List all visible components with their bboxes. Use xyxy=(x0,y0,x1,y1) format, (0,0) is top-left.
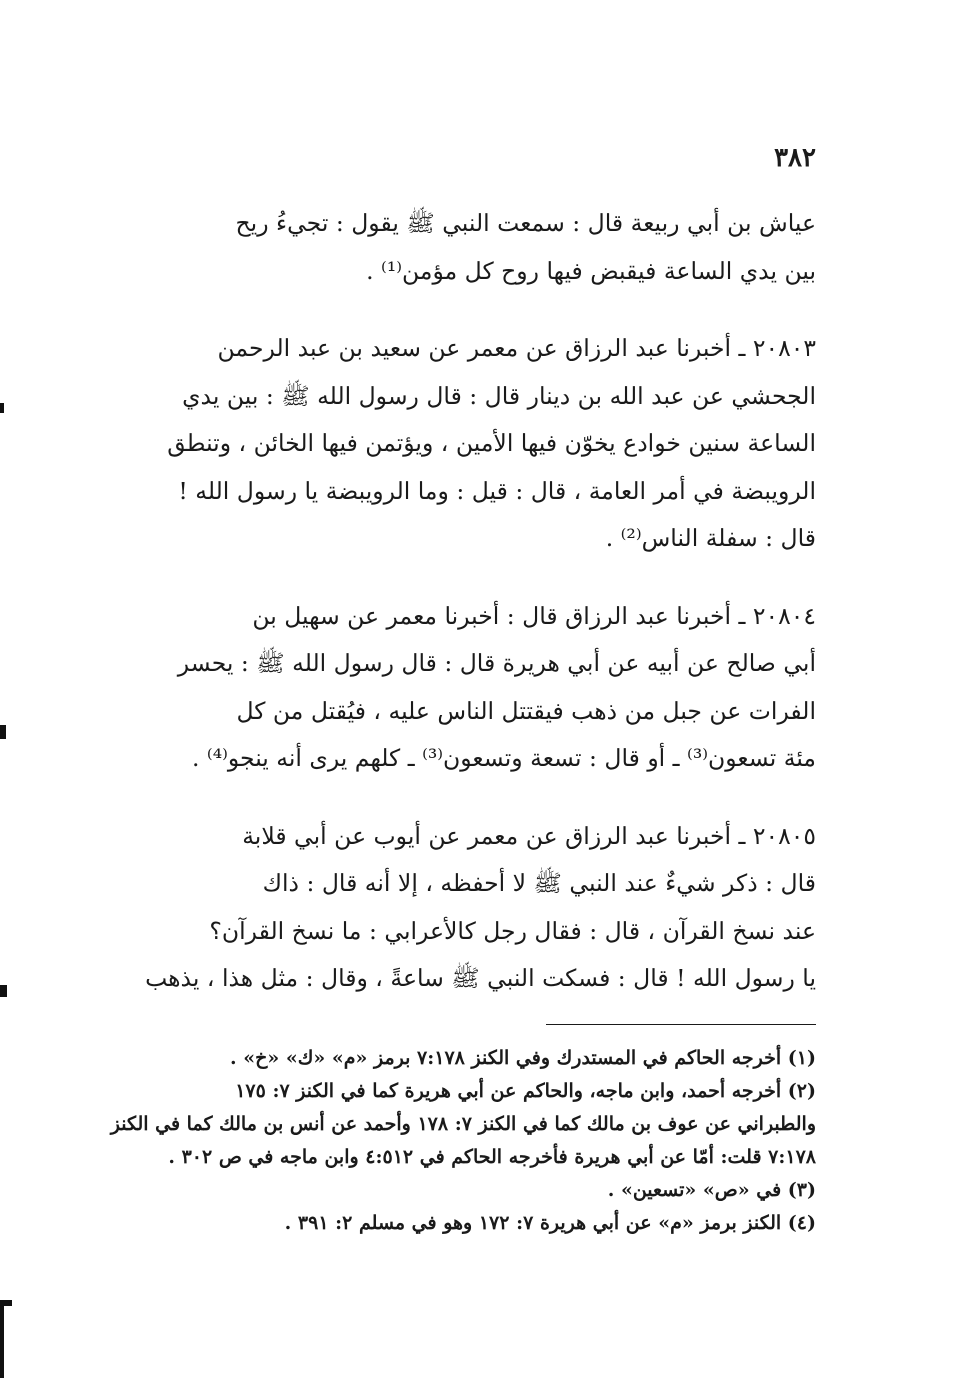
text-line: الفرات عن جبل من ذهب فيقتتل الناس عليه ، فيُقتل من كل xyxy=(236,696,816,725)
text-line: الساعة سنين خوادع يخوّن فيها الأمين ، ويؤتمن فيها الخائن ، وتنطق xyxy=(167,429,816,457)
text-line: عياش بن أبي ربيعة قال : سمعت النبي ﷺ يقول : تجيءُ ريح xyxy=(235,209,816,237)
text-line: يا رسول الله ! قال : فسكت النبي ﷺ ساعةً ، وقال : مثل هذا ، يذهب xyxy=(145,964,816,992)
footnote-line: ٧:١٧٨ قلت: أمّا عن أبي هريرة فأخرجه الحاكم في ٤:٥١٢ وابن ماجه في ص ٣٠٢ . xyxy=(168,1146,816,1168)
text-line: بين يدي الساعة فيقبض فيها روح كل مؤمن⁽¹⁾ . xyxy=(366,256,816,285)
text-line: أبي صالح عن أبيه عن أبي هريرة قال : قال رسول الله ﷺ : يحسر xyxy=(177,649,816,677)
hadith-20805 xyxy=(144,813,816,1003)
scan-mark xyxy=(0,403,4,413)
text-line: عند نسخ القرآن ، قال : فقال رجل كالأعرابي : ما نسخ القرآن؟ xyxy=(209,916,816,945)
text-line: قال : سفلة الناس⁽²⁾ . xyxy=(605,524,816,552)
page-number: ٣٨٢ xyxy=(774,143,816,173)
footnote-line: والطبراني عن عوف بن مالك كما في الكنز ٧: ١٧٨ وأحمد عن أنس بن مالك كما في الكنز xyxy=(110,1113,816,1135)
footnote-line: (٤) الكنز برمز «م» عن أبي هريرة ٧: ١٧٢ وهو في مسلم ٢: ٣٩١ . xyxy=(284,1212,816,1234)
scan-mark xyxy=(0,725,6,739)
text-line: ٢٠٨٠٤ ـ أخبرنا عبد الرزاق قال : أخبرنا معمر عن سهيل بن xyxy=(252,601,816,630)
footnote-line: (٢) أخرجه أحمد، وابن ماجه، والحاكم عن أبي هريرة كما في الكنز ٧: ١٧٥ xyxy=(235,1080,816,1102)
text-line: مئة تسعون⁽³⁾ ـ أو قال : تسعة وتسعون⁽³⁾ ـ كلهم يرى أنه ينجو⁽⁴⁾ . xyxy=(191,744,816,772)
text-line: الرويبضة في أمر العامة ، قال : قيل : وما الرويبضة يا رسول الله ! xyxy=(178,476,816,505)
text-line: الجحشي عن عبد الله بن دينار قال : قال رسول الله ﷺ : بين يدي xyxy=(182,381,816,410)
text-line: ٢٠٨٠٣ ـ أخبرنا عبد الرزاق عن معمر عن سعيد بن عبد الرحمن xyxy=(217,334,816,362)
paragraph-continuation xyxy=(144,200,816,295)
scan-mark xyxy=(0,1306,4,1378)
footnote-divider xyxy=(546,1024,816,1025)
text-line: قال : ذكر شيءٌ عند النبي ﷺ لا أحفظه ، إلا أنه قال : ذاك xyxy=(262,869,816,897)
footnote-3 xyxy=(144,1174,816,1207)
hadith-20803 xyxy=(144,325,816,563)
footnotes xyxy=(110,1042,816,1240)
footnote-4 xyxy=(144,1207,816,1240)
footnote-1 xyxy=(144,1042,816,1075)
footnote-2 xyxy=(110,1075,816,1174)
main-text xyxy=(144,200,816,1003)
hadith-20804 xyxy=(144,593,816,783)
scan-mark xyxy=(0,985,7,997)
text-line: ٢٠٨٠٥ ـ أخبرنا عبد الرزاق عن معمر عن أيوب عن أبي قلابة xyxy=(242,821,816,850)
footnote-line: (١) أخرجه الحاكم في المستدرك وفي الكنز ٧:١٧٨ برمز «م» «ك» «خ» . xyxy=(229,1047,816,1069)
footnote-line: (٣) في «ص» «تسعين» . xyxy=(607,1179,816,1201)
